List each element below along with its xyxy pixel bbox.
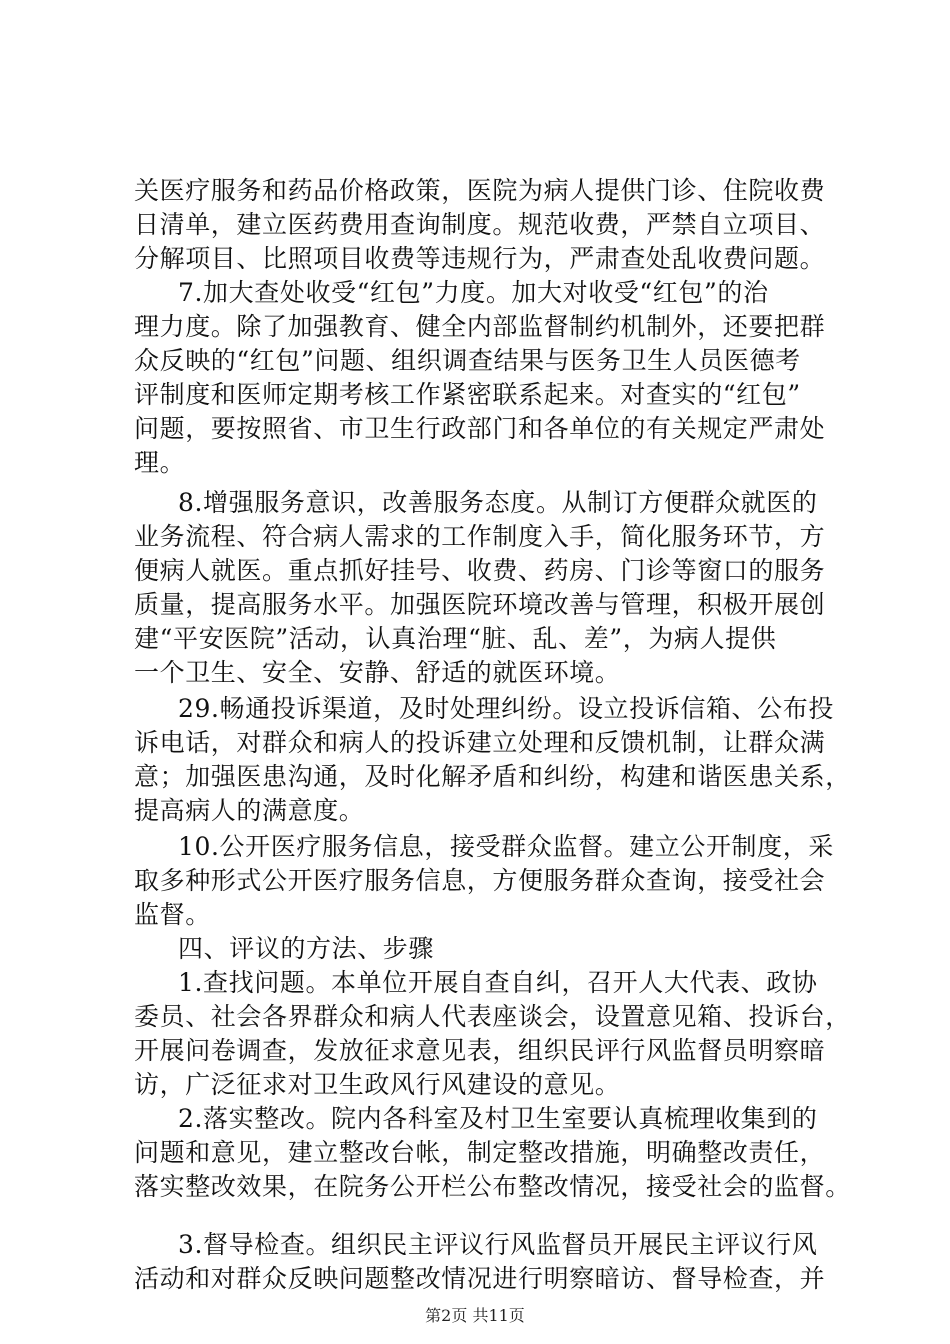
text-line: 29.畅通投诉渠道，及时处理纠纷。设立投诉信箱、公布投 xyxy=(178,694,834,723)
text-line: 3.督导检查。组织民主评议行风监督员开展民主评议行风 xyxy=(178,1230,818,1259)
text-line: 提高病人的满意度。 xyxy=(134,796,365,825)
text-line: 分解项目、比照项目收费等违规行为，严肃查处乱收费问题。 xyxy=(134,244,826,273)
text-line: 问题和意见，建立整改台帐，制定整改措施，明确整改责任， xyxy=(134,1138,826,1167)
text-line: 访，广泛征求对卫生政风行风建设的意见。 xyxy=(134,1070,621,1099)
text-line: 日清单，建立医药费用查询制度。规范收费，严禁自立项目、 xyxy=(134,210,826,239)
text-line: 业务流程、符合病人需求的工作制度入手，简化服务环节，方 xyxy=(134,522,826,551)
text-line: 理力度。除了加强教育、健全内部监督制约机制外，还要把群 xyxy=(134,312,826,341)
text-line: 1.查找问题。本单位开展自查自纠，召开人大代表、政协 xyxy=(178,968,818,997)
text-line: 关医疗服务和药品价格政策，医院为病人提供门诊、住院收费 xyxy=(134,176,826,205)
section-heading: 四、评议的方法、步骤 xyxy=(178,934,435,963)
text-line: 评制度和医师定期考核工作紧密联系起来。对查实的“红包” xyxy=(134,380,801,409)
text-line: 监督。 xyxy=(134,900,211,929)
text-line: 众反映的“红包”问题、组织调查结果与医务卫生人员医德考 xyxy=(134,346,801,375)
text-line: 2.落实整改。院内各科室及村卫生室要认真梳理收集到的 xyxy=(178,1104,818,1133)
text-line: 取多种形式公开医疗服务信息，方便服务群众查询，接受社会 xyxy=(134,866,826,895)
text-line: 质量，提高服务水平。加强医院环境改善与管理，积极开展创 xyxy=(134,590,826,619)
text-line: 便病人就医。重点抓好挂号、收费、药房、门诊等窗口的服务 xyxy=(134,556,826,585)
text-line: 活动和对群众反映问题整改情况进行明察暗访、督导检查，并 xyxy=(134,1264,826,1293)
text-line: 理。 xyxy=(134,448,186,477)
text-line: 一个卫生、安全、安静、舒适的就医环境。 xyxy=(134,658,621,687)
text-line: 诉电话，对群众和病人的投诉建立处理和反馈机制，让群众满 xyxy=(134,728,826,757)
text-line: 意；加强医患沟通，及时化解矛盾和纠纷，构建和谐医患关系， xyxy=(134,762,851,791)
text-line: 7.加大查处收受“红包”力度。加大对收受“红包”的治 xyxy=(178,278,769,307)
text-line: 开展问卷调查，发放征求意见表，组织民评行风监督员明察暗 xyxy=(134,1036,826,1065)
text-line: 问题，要按照省、市卫生行政部门和各单位的有关规定严肃处 xyxy=(134,414,826,443)
text-line: 8.增强服务意识，改善服务态度。从制订方便群众就医的 xyxy=(178,488,818,517)
text-line: 落实整改效果，在院务公开栏公布整改情况，接受社会的监督。 xyxy=(134,1172,851,1201)
text-line: 10.公开医疗服务信息，接受群众监督。建立公开制度，采 xyxy=(178,832,834,861)
page-footer: 第2页 共11页 xyxy=(425,1306,525,1325)
text-line: 委员、社会各界群众和病人代表座谈会，设置意见箱、投诉台， xyxy=(134,1002,851,1031)
text-line: 建“平安医院”活动，认真治理“脏、乱、差”，为病人提供 xyxy=(134,624,777,653)
